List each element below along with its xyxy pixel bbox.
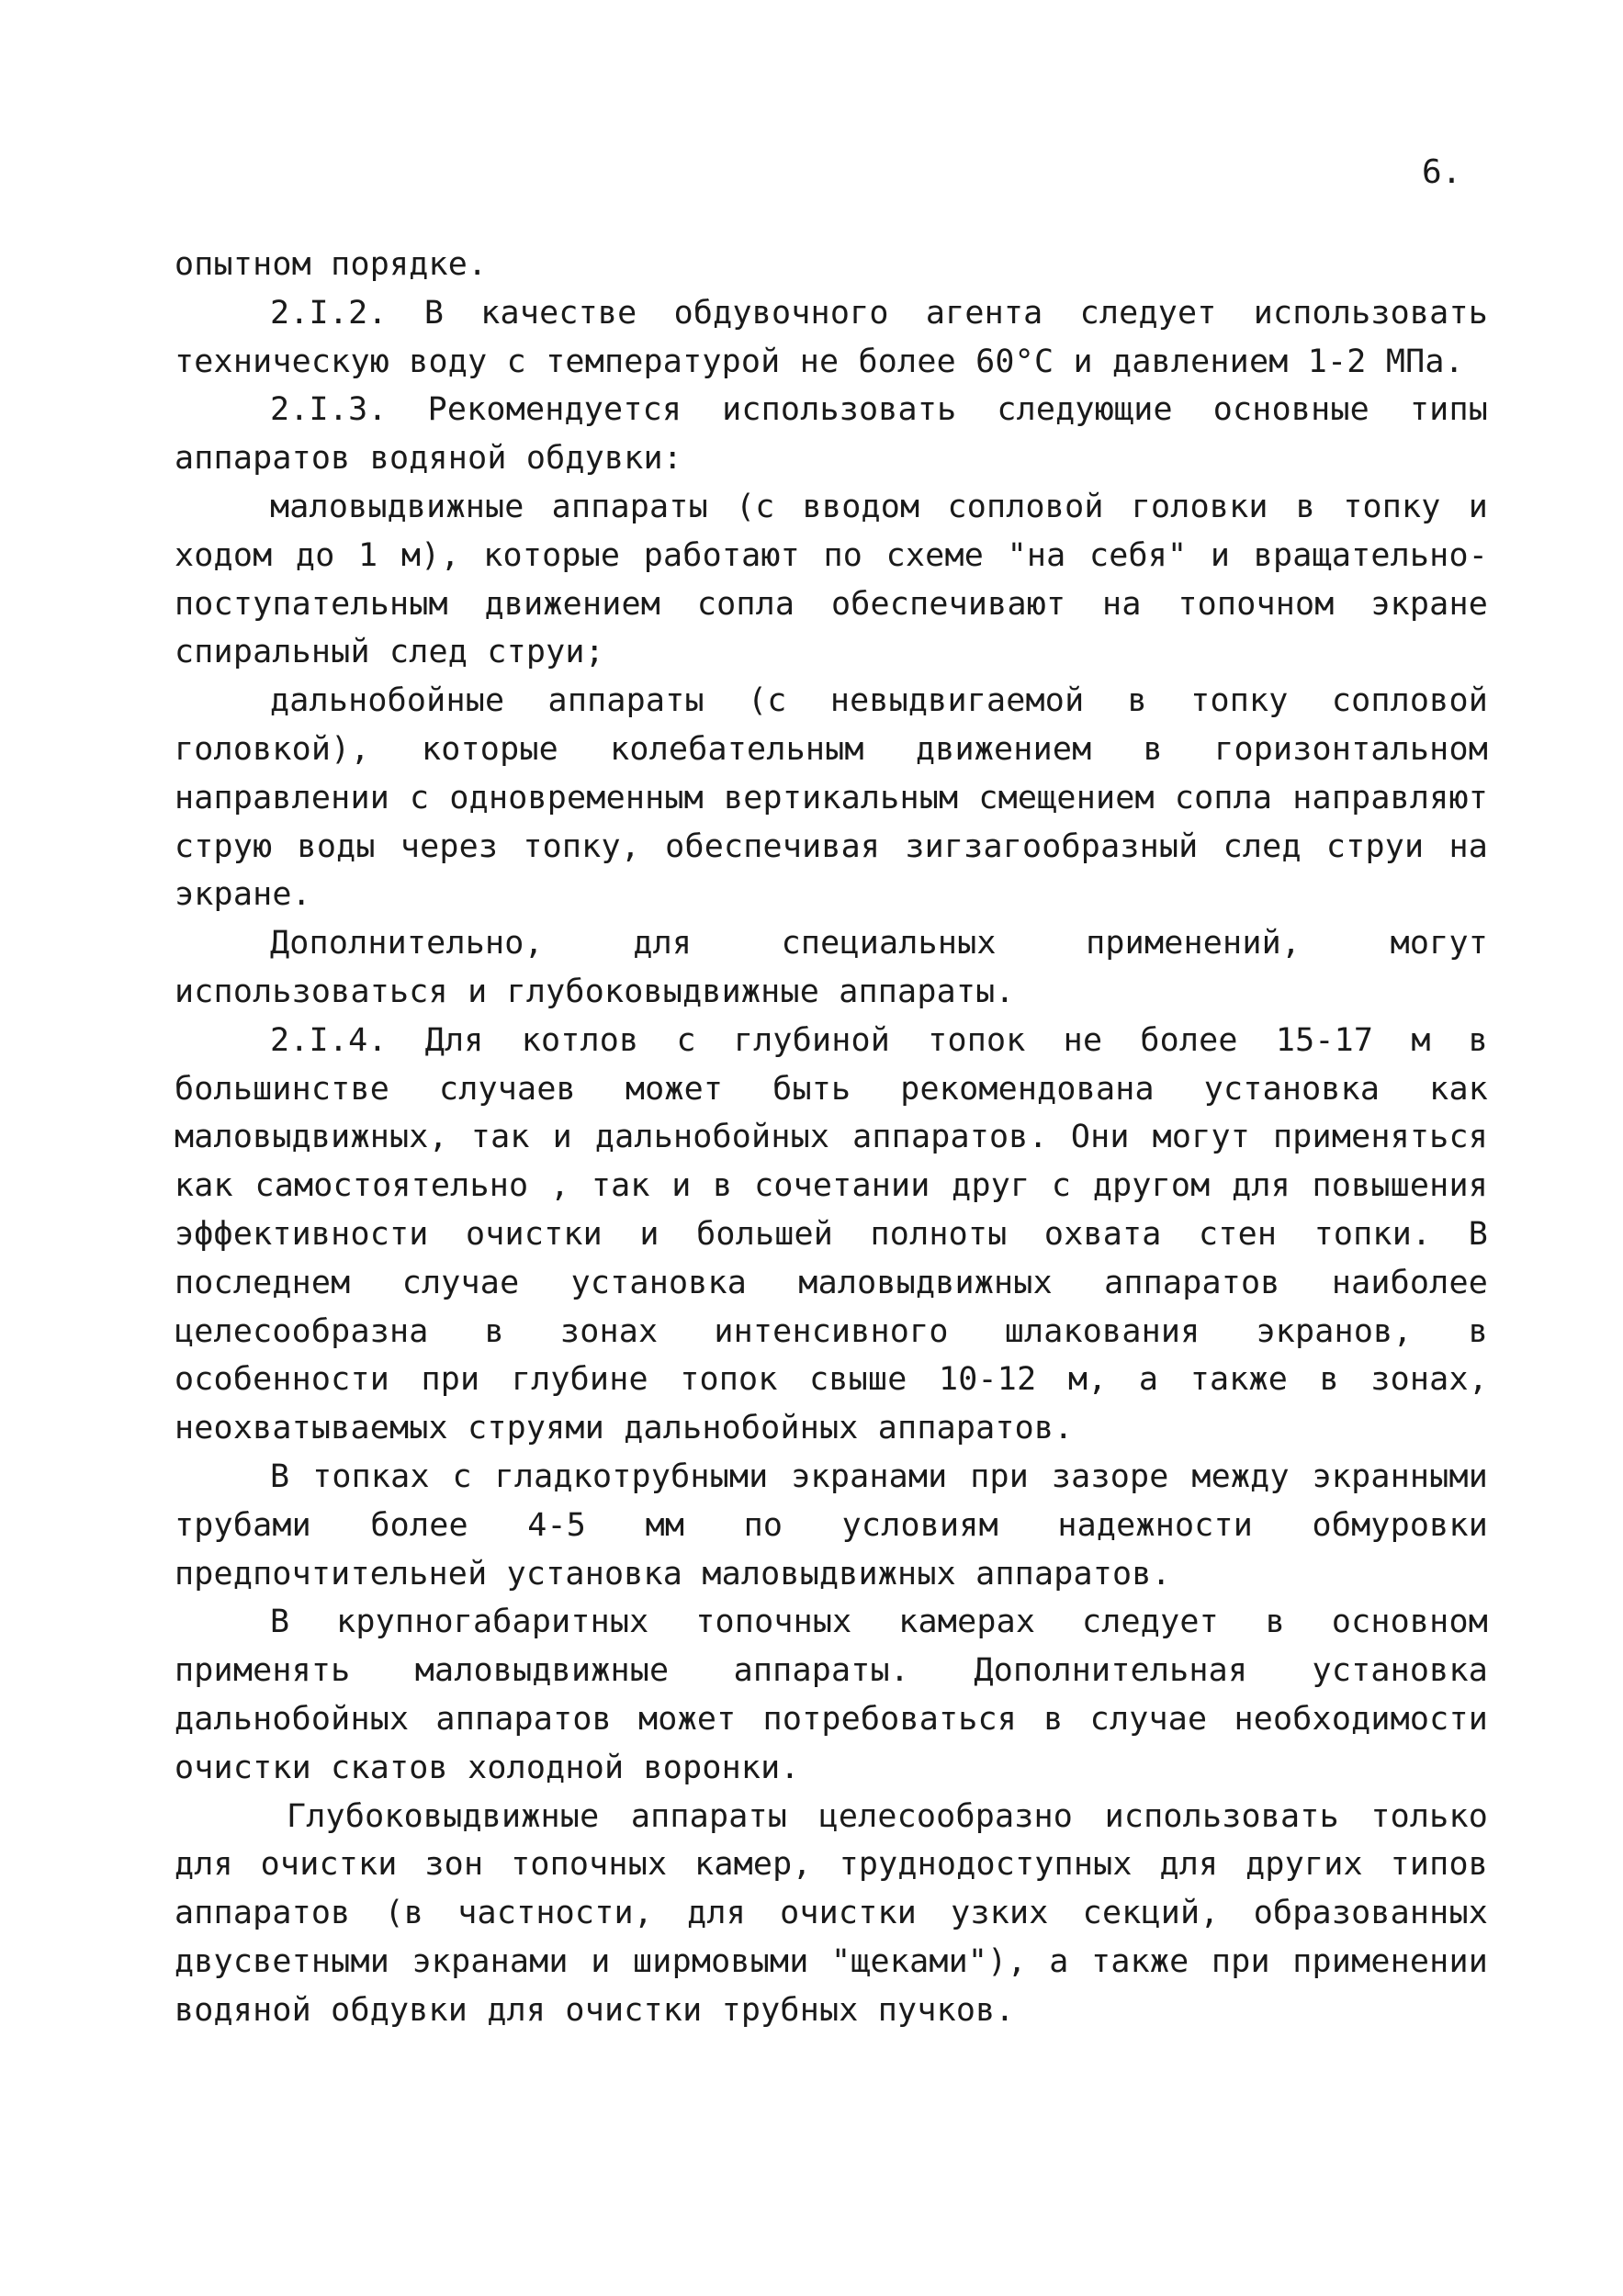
paragraph-2-1-4: 2.I.4. Для котлов с глубиной топок не более 15-17 м в большинстве случаев может быть рекомендована установка как маловыдвижных, так и дальнобойных аппаратов. Они могут применяться как самостоятельно , так и в сочетании друг с другом для повышения эффективности очистки и большей полноты охвата стен топки. В последнем случае установка маловыдвижных аппаратов наиболее целесообразна в зонах интенсивного шлакования экранов, в особенности при глубине топок свыше 10-12 м, а также в зонах, неохватываемых струями дальнобойных аппаратов. bbox=[175, 1021, 1488, 1447]
paragraph-2-1-2: 2.I.2. В качестве обдувочного агента следует использовать техническую воду с температурой не более 60°С и давлением 1-2 МПа. bbox=[175, 294, 1488, 380]
page-number: 6. bbox=[1422, 153, 1462, 191]
paragraph-continuation: опытном порядке. bbox=[175, 246, 488, 283]
paragraph-long-range: дальнобойные аппараты (с невыдвигаемой в топку сопловой головкой), которые колебательным движением в горизонтальном направлении с одновременным вертикальным смещением сопла направляют струю воды через топку, обеспечивая зигзагообразный след струи на экране. bbox=[175, 682, 1488, 914]
paragraph-large-chambers: В крупногабаритных топочных камерах следует в основном применять маловыдвижные аппараты. Дополнительная установка дальнобойных аппаратов может потребоваться в случае необходимости очистки скатов холодной воронки. bbox=[175, 1604, 1488, 1786]
body-text bbox=[175, 241, 1488, 2034]
paragraph-deep-retractable: Глубоковыдвижные аппараты целесообразно использовать только для очистки зон топочных камер, труднодоступных для других типов аппаратов (в частности, для очистки узких секций, образованных двусветными экранами и ширмовыми "щеками"), а также при применении водяной обдувки для очистки трубных пучков. bbox=[175, 1797, 1488, 2029]
paragraph-additional: Дополнительно, для специальных применений, могут использоваться и глубоковыдвижные аппараты. bbox=[175, 925, 1488, 1010]
paragraph-smooth-tube: В топках с гладкотрубными экранами при зазоре между экранными трубами более 4-5 мм по условиям надежности обмуровки предпочтительней установка маловыдвижных аппаратов. bbox=[175, 1458, 1488, 1593]
paragraph-low-retractable: маловыдвижные аппараты (с вводом сопловой головки в топку и ходом до 1 м), которые работают по схеме "на себя" и вращательно-поступательным движением сопла обеспечивают на топочном экране спиральный след струи; bbox=[175, 488, 1488, 671]
paragraph-2-1-3: 2.I.3. Рекомендуется использовать следующие основные типы аппаратов водяной обдувки: bbox=[175, 391, 1488, 478]
